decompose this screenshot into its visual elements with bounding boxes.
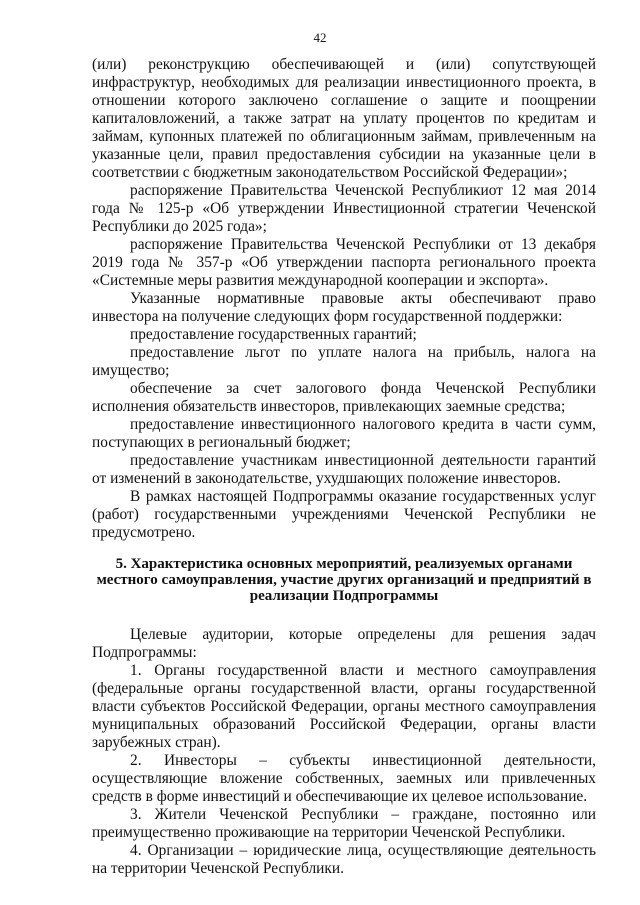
paragraph: предоставление государственных гарантий; bbox=[130, 326, 417, 343]
paragraph: предоставление участникам инвестиционной деятельности гарантий от изменений в законодательстве, ухудшающих положение инвесторов. bbox=[92, 452, 596, 487]
section-heading bbox=[92, 556, 596, 604]
paragraph: распоряжение Правительства Чеченской Республикиот 12 мая 2014 года № 125-р «Об утверждении Инвестиционной стратегии Чеченской Республики до 2025 года»; bbox=[92, 182, 596, 235]
paragraph: Указанные нормативные правовые акты обеспечивают право инвестора на получение следующих форм государственной поддержки: bbox=[92, 290, 596, 325]
list-item: 4. Организации – юридические лица, осуществляющие деятельность на территории Чеченской Республики. bbox=[92, 842, 596, 877]
paragraph: Целевые аудитории, которые определены для решения задач Подпрограммы: bbox=[92, 626, 596, 661]
section-heading-line: местного самоуправления, участие других организаций и предприятий в bbox=[96, 572, 592, 588]
list-item: 1. Органы государственной власти и местного самоуправления (федеральные органы государственной власти, органы государственной власти субъектов Российской Федерации, органы местного самоуправления муниципальных образований Российской Федерации, органы власти зарубежных стран). bbox=[92, 662, 596, 751]
paragraph: распоряжение Правительства Чеченской Республики от 13 декабря 2019 года № 357-р «Об утверждении паспорта регионального проекта «Системные меры развития международной кооперации и экспорта». bbox=[92, 236, 596, 289]
section-heading-line: 5. Характеристика основных мероприятий, реализуемых органами bbox=[115, 556, 573, 572]
page-number: 42 bbox=[313, 30, 327, 45]
list-item: 2. Инвесторы – субъекты инвестиционной деятельности, осуществляющие вложение собственных, заемных или привлеченных средств в форме инвестиций и обеспечивающие их целевое использование. bbox=[92, 752, 596, 805]
section-heading-line: реализации Подпрограммы bbox=[249, 588, 439, 604]
paragraph: предоставление инвестиционного налогового кредита в части сумм, поступающих в региональный бюджет; bbox=[92, 416, 596, 451]
list-item: 3. Жители Чеченской Республики – граждане, постоянно или преимущественно проживающие на территории Чеченской Республики. bbox=[92, 806, 596, 841]
paragraph: обеспечение за счет залогового фонда Чеченской Республики исполнения обязательств инвесторов, привлекающих заемные средства; bbox=[92, 380, 596, 415]
paragraph: (или) реконструкцию обеспечивающей и (или) сопутствующей инфраструктур, необходимых для реализации инвестиционного проекта, в отношении которого заключено соглашение о защите и поощрении капиталовложений, а также затрат на уплату процентов по кредитам и займам, купонных платежей по облигационным займам, привлеченным на указанные цели, правил предоставления субсидии на указанные цели в соответствии с бюджетным законодательством Российской Федерации»; bbox=[92, 56, 596, 181]
paragraph: В рамках настоящей Подпрограммы оказание государственных услуг (работ) государственными учреждениями Чеченской Республики не предусмотрено. bbox=[92, 488, 596, 541]
paragraph: предоставление льгот по уплате налога на прибыль, налога на имущество; bbox=[92, 344, 596, 379]
document-body bbox=[92, 56, 596, 878]
